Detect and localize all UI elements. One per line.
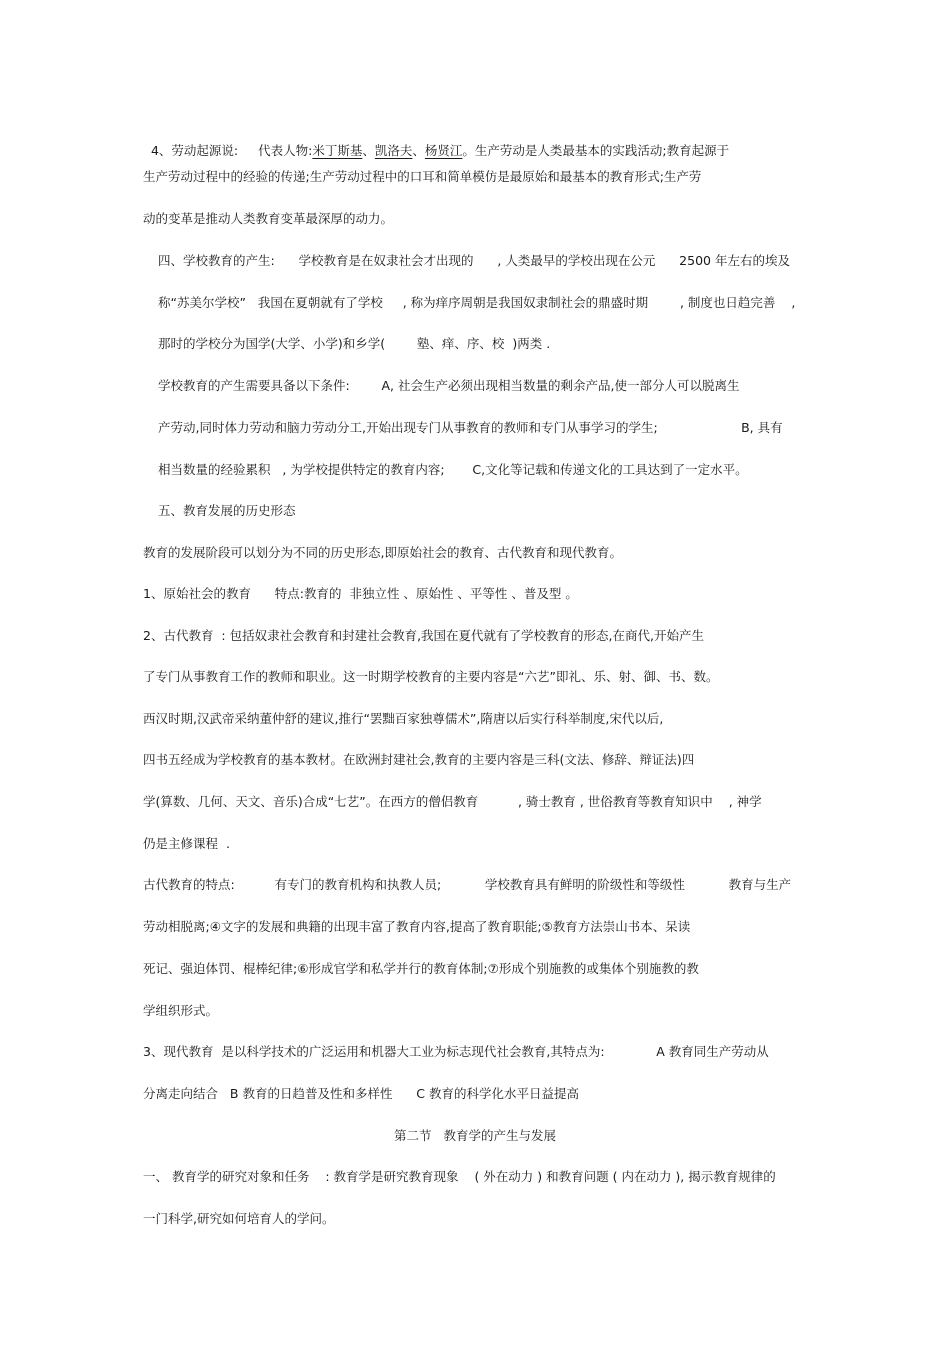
representative-name: 杨贤江 xyxy=(424,143,463,158)
paragraph-line: 学校教育的产生需要具备以下条件: A, 社会生产必须出现相当数量的剩余产品,使一部分人可以脱离生 xyxy=(158,378,740,393)
paragraph-line: 1、原始社会的教育 特点:教育的 非独立性 、原始性 、平等性 、普及型 。 xyxy=(143,586,578,601)
paragraph-line: 动的变革是推动人类教育变革最深厚的动力。 xyxy=(143,211,394,226)
paragraph-line: 学(算数、几何、天文、音乐)合成“七艺”。在西方的僧侣教育 , 骑士教育 , 世俗教育等教育知识中 , 神学 xyxy=(143,794,762,809)
paragraph-line: 分离走向结合 B 教育的日趋普及性和多样性 C 教育的科学化水平日益提高 xyxy=(143,1086,580,1101)
paragraph-line: 仍是主修课程 . xyxy=(143,836,230,851)
paragraph-line: 西汉时期,汉武帝采纳董仲舒的建议,推行“罢黜百家独尊儒术”,隋唐以后实行科举制度,宋代以后, xyxy=(143,711,664,726)
paragraph-line: 教育的发展阶段可以划分为不同的历史形态,即原始社会的教育、古代教育和现代教育。 xyxy=(143,545,622,560)
labor-origin-heading: 4、劳动起源说: xyxy=(150,143,239,158)
representative-name: 凯洛夫 xyxy=(374,143,413,158)
separator: 、 xyxy=(412,143,425,158)
paragraph-line: 生产劳动过程中的经验的传递;生产劳动过程中的口耳和简单模仿是最原始和最基本的教育形式;生产劳 xyxy=(143,169,702,184)
separator: 、 xyxy=(362,143,375,158)
paragraph-line: 学组织形式。 xyxy=(143,1003,219,1018)
paragraph-line: 劳动相脱离;④文字的发展和典籍的出现丰富了教育内容,提高了教育职能;⑤教育方法崇山书本、呆读 xyxy=(143,919,691,934)
paragraph-line: 了专门从事教育工作的教师和职业。这一时期学校教育的主要内容是“六艺”即礼、乐、射、御、书、数。 xyxy=(143,669,719,684)
paragraph-line: 古代教育的特点: 有专门的教育机构和执教人员; 学校教育具有鲜明的阶级性和等级性 教育与生产 xyxy=(143,877,792,892)
section-title: 第二节 教育学的产生与发展 xyxy=(394,1128,556,1143)
representative-name: 米丁斯基 xyxy=(312,143,363,158)
paragraph-line: 产劳动,同时体力劳动和脑力劳动分工,开始出现专门从事教育的教师和专门从事学习的学生; B, 具有 xyxy=(158,420,783,435)
paragraph-line: 2、古代教育 : 包括奴隶社会教育和封建社会教育,我国在夏代就有了学校教育的形态,在商代,开始产生 xyxy=(143,628,705,643)
paragraph-line: 称“苏美尔学校” 我国在夏朝就有了学校 , 称为痒序周朝是我国奴隶制社会的鼎盛时期 , 制度也日趋完善 , xyxy=(158,295,796,310)
paragraph-line: 那时的学校分为国学(大学、小学)和乡学( 塾、痒、序、校 )两类 . xyxy=(158,336,551,351)
paragraph-line: 3、现代教育 是以科学技术的广泛运用和机器大工业为标志现代社会教育,其特点为: A 教育同生产劳动从 xyxy=(143,1044,769,1059)
paragraph-line: 相当数量的经验累积 , 为学校提供特定的教育内容; C,文化等记载和传递文化的工具达到了一定水平。 xyxy=(158,462,748,477)
section-heading-school-education: 四、学校教育的产生: 学校教育是在奴隶社会才出现的 , 人类最早的学校出现在公元 2500 年左右的埃及 xyxy=(158,253,790,268)
paragraph-line: 一门科学,研究如何培育人的学问。 xyxy=(143,1211,335,1226)
paragraph-line-labor-origin xyxy=(143,127,729,159)
section-heading-history: 五、教育发展的历史形态 xyxy=(158,503,296,518)
representatives-label: 代表人物: xyxy=(258,143,313,158)
paragraph-line: 死记、强迫体罚、棍棒纪律;⑥形成官学和私学并行的教育体制;⑦形成个别施教的或集体个别施教的教 xyxy=(143,961,699,976)
paragraph-line: 一、 教育学的研究对象和任务 : 教育学是研究教育现象 ( 外在动力 ) 和教育问题 ( 内在动力 ), 揭示教育规律的 xyxy=(143,1169,776,1184)
labor-origin-text: 。生产劳动是人类最基本的实践活动;教育起源于 xyxy=(462,143,730,158)
paragraph-line: 四书五经成为学校教育的基本教材。在欧洲封建社会,教育的主要内容是三科(文法、修辞、辩证法)四 xyxy=(143,752,695,767)
